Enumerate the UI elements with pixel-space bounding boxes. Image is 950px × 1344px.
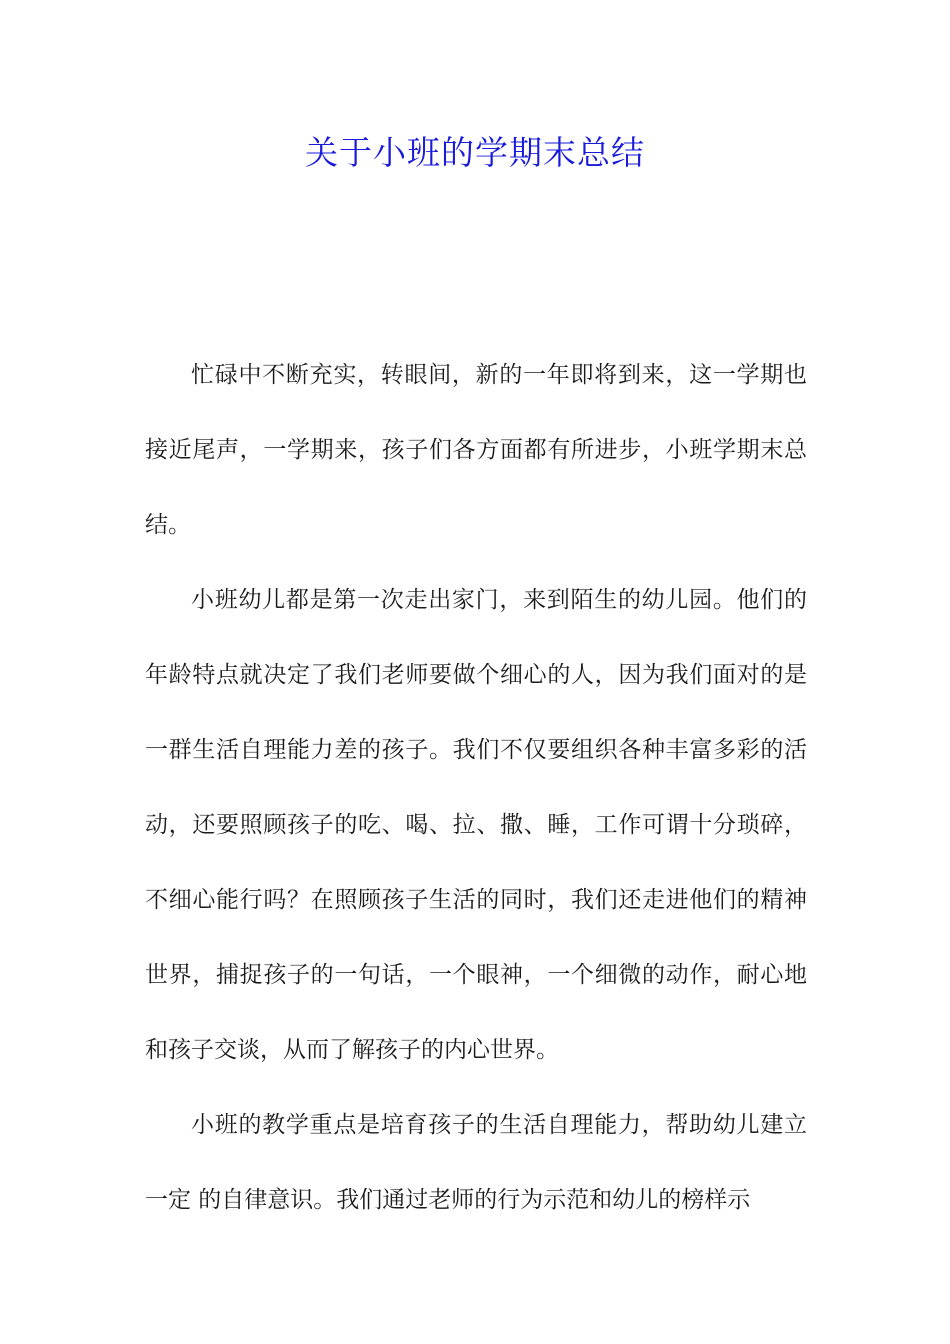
paragraph-teaching-focus: 小班的教学重点是培育孩子的生活自理能力，帮助幼儿建立一定 的自律意识。我们通过老师的行为示范和幼儿的榜样示	[145, 1112, 807, 1213]
document-title: 关于小班的学期末总结	[305, 133, 645, 172]
document-body	[145, 338, 807, 1238]
paragraph-intro: 忙碌中不断充实，转眼间，新的一年即将到来，这一学期也接近尾声，一学期来，孩子们各方面都有所进步，小班学期末总结。	[145, 362, 807, 538]
paragraph-care: 小班幼儿都是第一次走出家门，来到陌生的幼儿园。他们的年龄特点就决定了我们老师要做个细心的人，因为我们面对的是一群生活自理能力差的孩子。我们不仅要组织各种丰富多彩的活动，还要照顾孩子的吃、喝、拉、撒、睡，工作可谓十分琐碎，不细心能行吗？在照顾孩子生活的同时，我们还走进他们的精神世界，捕捉孩子的一句话，一个眼神，一个细微的动作，耐心地和孩子交谈，从而了解孩子的内心世界。	[145, 587, 807, 1063]
